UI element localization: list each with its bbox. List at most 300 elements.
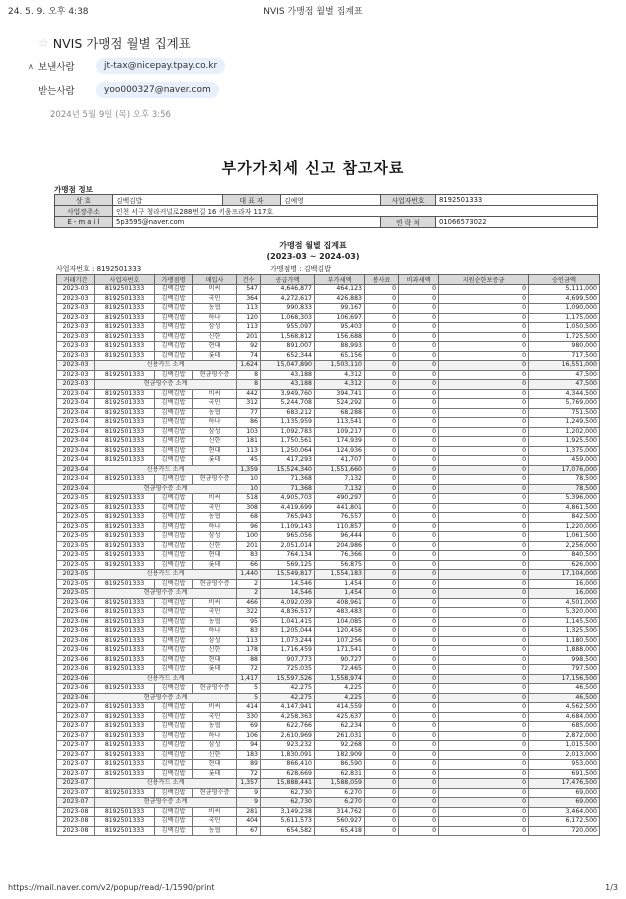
table-cell: 0 — [365, 798, 399, 808]
table-cell: 622,766 — [261, 722, 315, 732]
table-cell: 8192501333 — [95, 665, 155, 675]
table-cell: 8192501333 — [95, 456, 155, 466]
table-cell: 113 — [237, 304, 261, 314]
table-cell: 김백김밥 — [155, 522, 193, 532]
table-cell: 0 — [365, 503, 399, 513]
table-cell: 비씨 — [193, 494, 237, 504]
table-cell: 68,288 — [315, 408, 365, 418]
table-cell: 4,684,000 — [529, 712, 600, 722]
table-row — [57, 617, 600, 627]
table-cell: 0 — [439, 418, 529, 428]
table-cell: 4,646,877 — [261, 285, 315, 295]
table-cell: 524,292 — [315, 399, 365, 409]
star-icon[interactable]: ☆ — [38, 36, 49, 50]
table-cell: 0 — [439, 674, 529, 684]
table-cell: 442 — [237, 389, 261, 399]
table-cell: 4,861,500 — [529, 503, 600, 513]
table-cell: 1,454 — [315, 579, 365, 589]
table-cell: 현대 — [193, 446, 237, 456]
table-cell: 현대 — [193, 551, 237, 561]
table-row — [57, 665, 600, 675]
table-row — [57, 760, 600, 770]
table-cell: 8192501333 — [95, 608, 155, 618]
table-cell: 46,500 — [529, 693, 600, 703]
table-cell: 4,092,039 — [261, 598, 315, 608]
table-cell: 0 — [439, 817, 529, 827]
table-cell: 8192501333 — [95, 788, 155, 798]
table-cell: 2023-07 — [57, 779, 95, 789]
table-cell: 4,562,500 — [529, 703, 600, 713]
table-cell: 765,943 — [261, 513, 315, 523]
table-cell: 907,773 — [261, 655, 315, 665]
table-cell: 0 — [365, 342, 399, 352]
table-cell: 8192501333 — [95, 285, 155, 295]
table-cell: 109,217 — [315, 427, 365, 437]
table-cell: 2023-06 — [57, 598, 95, 608]
table-cell: 김백김밥 — [155, 579, 193, 589]
table-cell: 62,730 — [261, 788, 315, 798]
table-cell: 2023-07 — [57, 769, 95, 779]
table-cell: 2023-07 — [57, 731, 95, 741]
table-cell: 0 — [399, 427, 439, 437]
table-cell: 김백김밥 — [155, 646, 193, 656]
table-cell: 394,741 — [315, 389, 365, 399]
table-cell: 0 — [365, 313, 399, 323]
table-cell: 2023-03 — [57, 294, 95, 304]
table-cell: 0 — [439, 484, 529, 494]
table-cell: 106,697 — [315, 313, 365, 323]
table-row — [57, 541, 600, 551]
table-cell: 1,568,812 — [261, 332, 315, 342]
table-cell: 0 — [399, 693, 439, 703]
table-cell: 100 — [237, 532, 261, 542]
table-row — [57, 494, 600, 504]
table-cell: 2023-03 — [57, 370, 95, 380]
table-cell: 김백김밥 — [155, 617, 193, 627]
table-cell: 8192501333 — [95, 437, 155, 447]
table-cell: 0 — [399, 817, 439, 827]
table-cell: 0 — [439, 285, 529, 295]
table-cell: 0 — [439, 456, 529, 466]
table-cell: 2,610,969 — [261, 731, 315, 741]
merchant-heading: 가맹점 정보 — [54, 185, 93, 194]
table-cell: 0 — [399, 769, 439, 779]
table-cell: 0 — [365, 427, 399, 437]
table-cell: 0 — [399, 494, 439, 504]
mail-date: 2024년 5월 9일 (목) 오후 3:56 — [50, 110, 171, 120]
table-cell: 김백김밥 — [155, 750, 193, 760]
table-cell: 43,188 — [261, 370, 315, 380]
table-cell: 1,716,459 — [261, 646, 315, 656]
table-cell: 15,047,890 — [261, 361, 315, 371]
table-cell: 923,232 — [261, 741, 315, 751]
table-row — [57, 437, 600, 447]
table-row — [57, 579, 600, 589]
table-cell: 965,056 — [261, 532, 315, 542]
table-cell: 8192501333 — [95, 427, 155, 437]
table-cell: 0 — [439, 722, 529, 732]
table-cell: 0 — [399, 503, 439, 513]
table-cell: 0 — [399, 741, 439, 751]
subtotal-row — [57, 484, 600, 494]
table-cell: 0 — [365, 598, 399, 608]
table-cell: 330 — [237, 712, 261, 722]
table-cell: 0 — [365, 304, 399, 314]
table-cell: 4,272,617 — [261, 294, 315, 304]
table-cell: 2023-06 — [57, 693, 95, 703]
table-cell: 0 — [365, 351, 399, 361]
table-cell: 0 — [439, 655, 529, 665]
table-cell: 0 — [365, 712, 399, 722]
table-cell: 롯데 — [193, 560, 237, 570]
table-cell: 국민 — [193, 712, 237, 722]
table-cell: 2023-07 — [57, 788, 95, 798]
table-cell: 15,597,526 — [261, 674, 315, 684]
table-cell: 764,134 — [261, 551, 315, 561]
column-header: 부가세액 — [315, 275, 365, 285]
table-cell: 77 — [237, 408, 261, 418]
table-cell: 652,344 — [261, 351, 315, 361]
table-cell: 김백김밥 — [155, 817, 193, 827]
sender-label: 보낸사람 — [38, 62, 75, 73]
column-header: 가맹점명 — [155, 275, 193, 285]
table-cell: 0 — [439, 598, 529, 608]
table-cell: 0 — [439, 741, 529, 751]
table-cell: 0 — [399, 665, 439, 675]
table-cell: 0 — [365, 532, 399, 542]
table-cell: 569,125 — [261, 560, 315, 570]
table-cell: 0 — [439, 665, 529, 675]
table-cell: 롯데 — [193, 665, 237, 675]
table-cell: 0 — [365, 560, 399, 570]
table-cell: 0 — [365, 627, 399, 637]
table-cell: 김백김밥 — [155, 437, 193, 447]
table-cell: 5,244,708 — [261, 399, 315, 409]
table-row — [57, 722, 600, 732]
table-cell: 농협 — [193, 826, 237, 836]
table-cell: 2023-05 — [57, 551, 95, 561]
table-cell: 0 — [365, 294, 399, 304]
table-cell: 459,000 — [529, 456, 600, 466]
table-cell: 0 — [365, 408, 399, 418]
table-cell: 0 — [365, 817, 399, 827]
table-cell: 김백김밥 — [155, 532, 193, 542]
email-label: E - m a i l — [55, 217, 113, 228]
table-cell: 0 — [365, 361, 399, 371]
table-row — [57, 427, 600, 437]
table-cell: 0 — [439, 475, 529, 485]
table-cell: 삼성 — [193, 323, 237, 333]
table-cell: 67 — [237, 826, 261, 836]
table-cell: 2 — [237, 579, 261, 589]
table-cell: 3,949,760 — [261, 389, 315, 399]
table-cell: 0 — [365, 655, 399, 665]
table-cell: 김백김밥 — [155, 560, 193, 570]
table-cell: 4,344,500 — [529, 389, 600, 399]
table-cell: 2023-05 — [57, 541, 95, 551]
table-cell: 16,551,000 — [529, 361, 600, 371]
table-cell: 0 — [439, 389, 529, 399]
table-cell: 717,500 — [529, 351, 600, 361]
table-cell: 0 — [439, 351, 529, 361]
table-cell: 1,417 — [237, 674, 261, 684]
table-cell: 0 — [439, 503, 529, 513]
table-cell: 김백김밥 — [155, 323, 193, 333]
table-row — [57, 741, 600, 751]
table-cell: 0 — [399, 579, 439, 589]
table-cell: 김백김밥 — [155, 598, 193, 608]
table-cell: 1,050,500 — [529, 323, 600, 333]
subtotal-label: 현금영수증 소계 — [95, 380, 237, 390]
table-cell: 1,090,000 — [529, 304, 600, 314]
table-cell: 8192501333 — [95, 522, 155, 532]
table-cell: 0 — [399, 408, 439, 418]
table-cell: 김백김밥 — [155, 494, 193, 504]
column-header: 공급가액 — [261, 275, 315, 285]
table-cell: 4,699,500 — [529, 294, 600, 304]
summary-period: (2023-03 ~ 2024-03) — [266, 252, 360, 261]
table-cell: 1,359 — [237, 465, 261, 475]
table-cell: 1,375,000 — [529, 446, 600, 456]
table-cell: 10 — [237, 475, 261, 485]
table-cell: 0 — [365, 703, 399, 713]
table-cell: 181 — [237, 437, 261, 447]
table-cell: 0 — [439, 750, 529, 760]
table-cell: 1,061,500 — [529, 532, 600, 542]
column-header: 봉사료 — [365, 275, 399, 285]
table-cell: 김백김밥 — [155, 703, 193, 713]
table-cell: 하나 — [193, 522, 237, 532]
table-cell: 2023-05 — [57, 589, 95, 599]
table-cell: 김백김밥 — [155, 389, 193, 399]
table-cell: 2023-04 — [57, 408, 95, 418]
table-cell: 0 — [365, 750, 399, 760]
table-row — [57, 342, 600, 352]
subtotal-label: 신용카드 소계 — [95, 674, 237, 684]
table-cell: 71,368 — [261, 475, 315, 485]
table-cell: 0 — [399, 361, 439, 371]
table-cell: 0 — [399, 608, 439, 618]
table-cell: 0 — [365, 608, 399, 618]
table-cell: 2023-07 — [57, 712, 95, 722]
table-cell: 628,669 — [261, 769, 315, 779]
table-cell: 15,524,340 — [261, 465, 315, 475]
subtotal-label: 신용카드 소계 — [95, 570, 237, 580]
table-cell: 2023-06 — [57, 655, 95, 665]
monthly-summary-table — [56, 274, 600, 836]
table-cell: 685,000 — [529, 722, 600, 732]
table-cell: 560,927 — [315, 817, 365, 827]
table-row — [57, 370, 600, 380]
sender-address[interactable]: jt-tax@nicepay.tpay.co.kr — [96, 58, 225, 74]
table-cell: 725,035 — [261, 665, 315, 675]
table-cell: 72 — [237, 769, 261, 779]
table-cell: 0 — [399, 551, 439, 561]
table-cell: 5,611,573 — [261, 817, 315, 827]
table-cell: 김백김밥 — [155, 655, 193, 665]
table-cell: 4,225 — [315, 693, 365, 703]
table-cell: 113 — [237, 446, 261, 456]
table-cell: 비씨 — [193, 807, 237, 817]
table-cell: 김백김밥 — [155, 665, 193, 675]
table-cell: 16,000 — [529, 579, 600, 589]
table-cell: 현금영수증 — [193, 370, 237, 380]
table-cell: 1,015,500 — [529, 741, 600, 751]
table-row — [57, 560, 600, 570]
table-cell: 1,180,500 — [529, 636, 600, 646]
table-cell: 2023-04 — [57, 475, 95, 485]
table-cell: 하나 — [193, 731, 237, 741]
table-cell: 0 — [439, 712, 529, 722]
table-cell: 1,440 — [237, 570, 261, 580]
table-cell: 8192501333 — [95, 351, 155, 361]
table-cell: 1,205,044 — [261, 627, 315, 637]
table-cell: 0 — [365, 418, 399, 428]
table-cell: 2023-06 — [57, 608, 95, 618]
table-cell: 2023-07 — [57, 760, 95, 770]
table-cell: 0 — [399, 484, 439, 494]
table-cell: 8192501333 — [95, 370, 155, 380]
table-cell: 0 — [439, 370, 529, 380]
table-cell: 426,883 — [315, 294, 365, 304]
table-cell: 3,149,238 — [261, 807, 315, 817]
table-row — [57, 294, 600, 304]
table-cell: 0 — [439, 570, 529, 580]
table-cell: 7,132 — [315, 475, 365, 485]
table-cell: 0 — [439, 446, 529, 456]
print-datetime: 24. 5. 9. 오후 4:38 — [8, 7, 89, 17]
table-cell: 김백김밥 — [155, 408, 193, 418]
table-cell: 1,503,110 — [315, 361, 365, 371]
table-cell: 8192501333 — [95, 294, 155, 304]
table-cell: 국민 — [193, 294, 237, 304]
table-cell: 0 — [439, 693, 529, 703]
table-cell: 46,500 — [529, 684, 600, 694]
table-cell: 2023-04 — [57, 418, 95, 428]
table-cell: 0 — [439, 332, 529, 342]
table-cell: 92 — [237, 342, 261, 352]
table-cell: 0 — [365, 741, 399, 751]
table-cell: 0 — [399, 522, 439, 532]
table-cell: 312 — [237, 399, 261, 409]
table-cell: 88,993 — [315, 342, 365, 352]
table-cell: 691,500 — [529, 769, 600, 779]
table-cell: 0 — [399, 779, 439, 789]
table-row — [57, 332, 600, 342]
table-cell: 롯데 — [193, 456, 237, 466]
table-cell: 0 — [365, 541, 399, 551]
table-cell: 국민 — [193, 399, 237, 409]
table-cell: 4,419,699 — [261, 503, 315, 513]
table-cell: 4,836,517 — [261, 608, 315, 618]
document-title: 부가가치세 신고 참고자료 — [221, 159, 405, 177]
table-cell: 김백김밥 — [155, 741, 193, 751]
table-cell: 2023-06 — [57, 684, 95, 694]
table-cell: 2023-04 — [57, 484, 95, 494]
table-cell: 0 — [399, 826, 439, 836]
table-cell: 17,104,000 — [529, 570, 600, 580]
table-cell: 464,123 — [315, 285, 365, 295]
table-cell: 8192501333 — [95, 313, 155, 323]
subtotal-label: 현금영수증 소계 — [95, 798, 237, 808]
table-row — [57, 418, 600, 428]
table-cell: 8192501333 — [95, 769, 155, 779]
table-cell: 현대 — [193, 342, 237, 352]
table-cell: 113,541 — [315, 418, 365, 428]
table-cell: 6,172,500 — [529, 817, 600, 827]
table-cell: 0 — [365, 494, 399, 504]
table-cell: 현금영수증 — [193, 788, 237, 798]
table-cell: 17,156,500 — [529, 674, 600, 684]
subtotal-row — [57, 380, 600, 390]
subtotal-label: 신용카드 소계 — [95, 779, 237, 789]
chevron-up-icon[interactable]: ∧ — [28, 61, 34, 71]
table-cell: 0 — [399, 285, 439, 295]
table-cell: 8 — [237, 370, 261, 380]
table-row — [57, 351, 600, 361]
table-cell: 2023-04 — [57, 399, 95, 409]
table-cell: 2023-06 — [57, 617, 95, 627]
table-cell: 0 — [399, 712, 439, 722]
table-cell: 농협 — [193, 617, 237, 627]
table-cell: 4,905,703 — [261, 494, 315, 504]
table-cell: 1,041,415 — [261, 617, 315, 627]
table-cell: 0 — [399, 684, 439, 694]
table-cell: 95 — [237, 617, 261, 627]
table-cell: 88 — [237, 655, 261, 665]
table-cell: 1,220,000 — [529, 522, 600, 532]
table-cell: 414,559 — [315, 703, 365, 713]
table-row — [57, 636, 600, 646]
table-cell: 농협 — [193, 513, 237, 523]
table-cell: 7,132 — [315, 484, 365, 494]
table-cell: 0 — [439, 361, 529, 371]
table-cell: 2023-05 — [57, 522, 95, 532]
table-cell: 45 — [237, 456, 261, 466]
table-cell: 0 — [365, 731, 399, 741]
table-cell: 현금영수증 — [193, 684, 237, 694]
table-cell: 8192501333 — [95, 579, 155, 589]
table-cell: 9 — [237, 798, 261, 808]
table-cell: 2023-04 — [57, 465, 95, 475]
table-cell: 86 — [237, 418, 261, 428]
table-cell: 0 — [365, 674, 399, 684]
table-cell: 41,707 — [315, 456, 365, 466]
table-cell: 1,888,000 — [529, 646, 600, 656]
table-cell: 466 — [237, 598, 261, 608]
recipient-address[interactable]: yoo000327@naver.com — [96, 82, 219, 98]
table-cell: 414 — [237, 703, 261, 713]
table-cell: 0 — [439, 589, 529, 599]
table-cell: 15,888,441 — [261, 779, 315, 789]
table-cell: 2,013,000 — [529, 750, 600, 760]
column-header: 비과세액 — [399, 275, 439, 285]
table-cell: 1,558,974 — [315, 674, 365, 684]
table-cell: 2023-04 — [57, 446, 95, 456]
table-cell: 1,750,561 — [261, 437, 315, 447]
table-cell: 8192501333 — [95, 446, 155, 456]
table-cell: 4,225 — [315, 684, 365, 694]
subtotal-row — [57, 798, 600, 808]
table-cell: 1,135,959 — [261, 418, 315, 428]
table-cell: 신한 — [193, 541, 237, 551]
table-cell: 1,325,500 — [529, 627, 600, 637]
table-cell: 농협 — [193, 722, 237, 732]
table-cell: 0 — [439, 494, 529, 504]
table-cell: 106 — [237, 731, 261, 741]
table-cell: 76,366 — [315, 551, 365, 561]
table-cell: 720,000 — [529, 826, 600, 836]
